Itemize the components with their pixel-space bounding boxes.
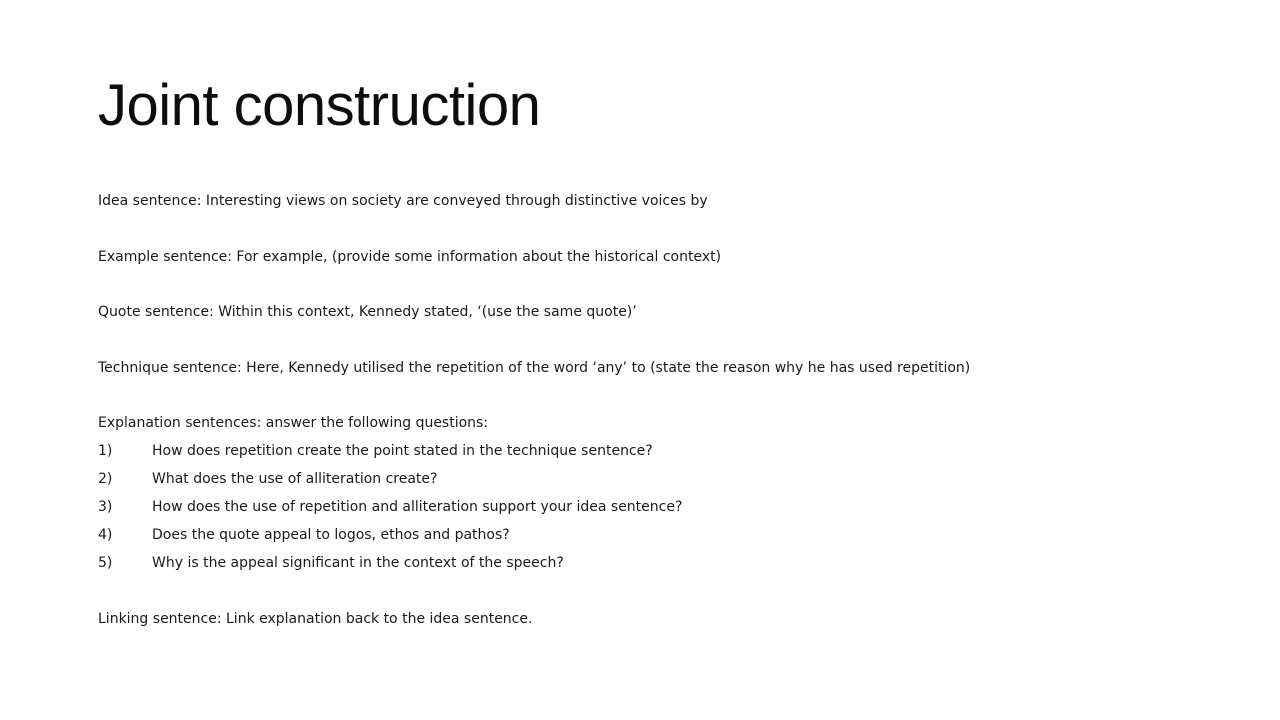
question-text: What does the use of alliteration create? (152, 471, 438, 487)
question-text: Does the quote appeal to logos, ethos and pathos? (152, 527, 510, 543)
slide-title: Joint construction (98, 73, 541, 138)
quote-sentence: Quote sentence: Within this context, Kennedy stated, ‘(use the same quote)’ (98, 304, 637, 320)
explanation-heading: Explanation sentences: answer the following questions: (98, 415, 489, 431)
technique-sentence: Technique sentence: Here, Kennedy utilised the repetition of the word ‘any’ to (state the reason why he has used repetition) (98, 360, 971, 376)
question-number: 1) (98, 443, 113, 459)
idea-sentence: Idea sentence: Interesting views on society are conveyed through distinctive voices by (98, 193, 708, 209)
question-number: 3) (98, 499, 113, 515)
question-number: 4) (98, 527, 113, 543)
question-text: How does the use of repetition and alliteration support your idea sentence? (152, 499, 683, 515)
question-number: 5) (98, 555, 113, 571)
linking-sentence: Linking sentence: Link explanation back to the idea sentence. (98, 611, 533, 627)
question-number: 2) (98, 471, 113, 487)
question-text: Why is the appeal significant in the context of the speech? (152, 555, 564, 571)
question-text: How does repetition create the point stated in the technique sentence? (152, 443, 653, 459)
example-sentence: Example sentence: For example, (provide some information about the historical context) (98, 249, 722, 265)
